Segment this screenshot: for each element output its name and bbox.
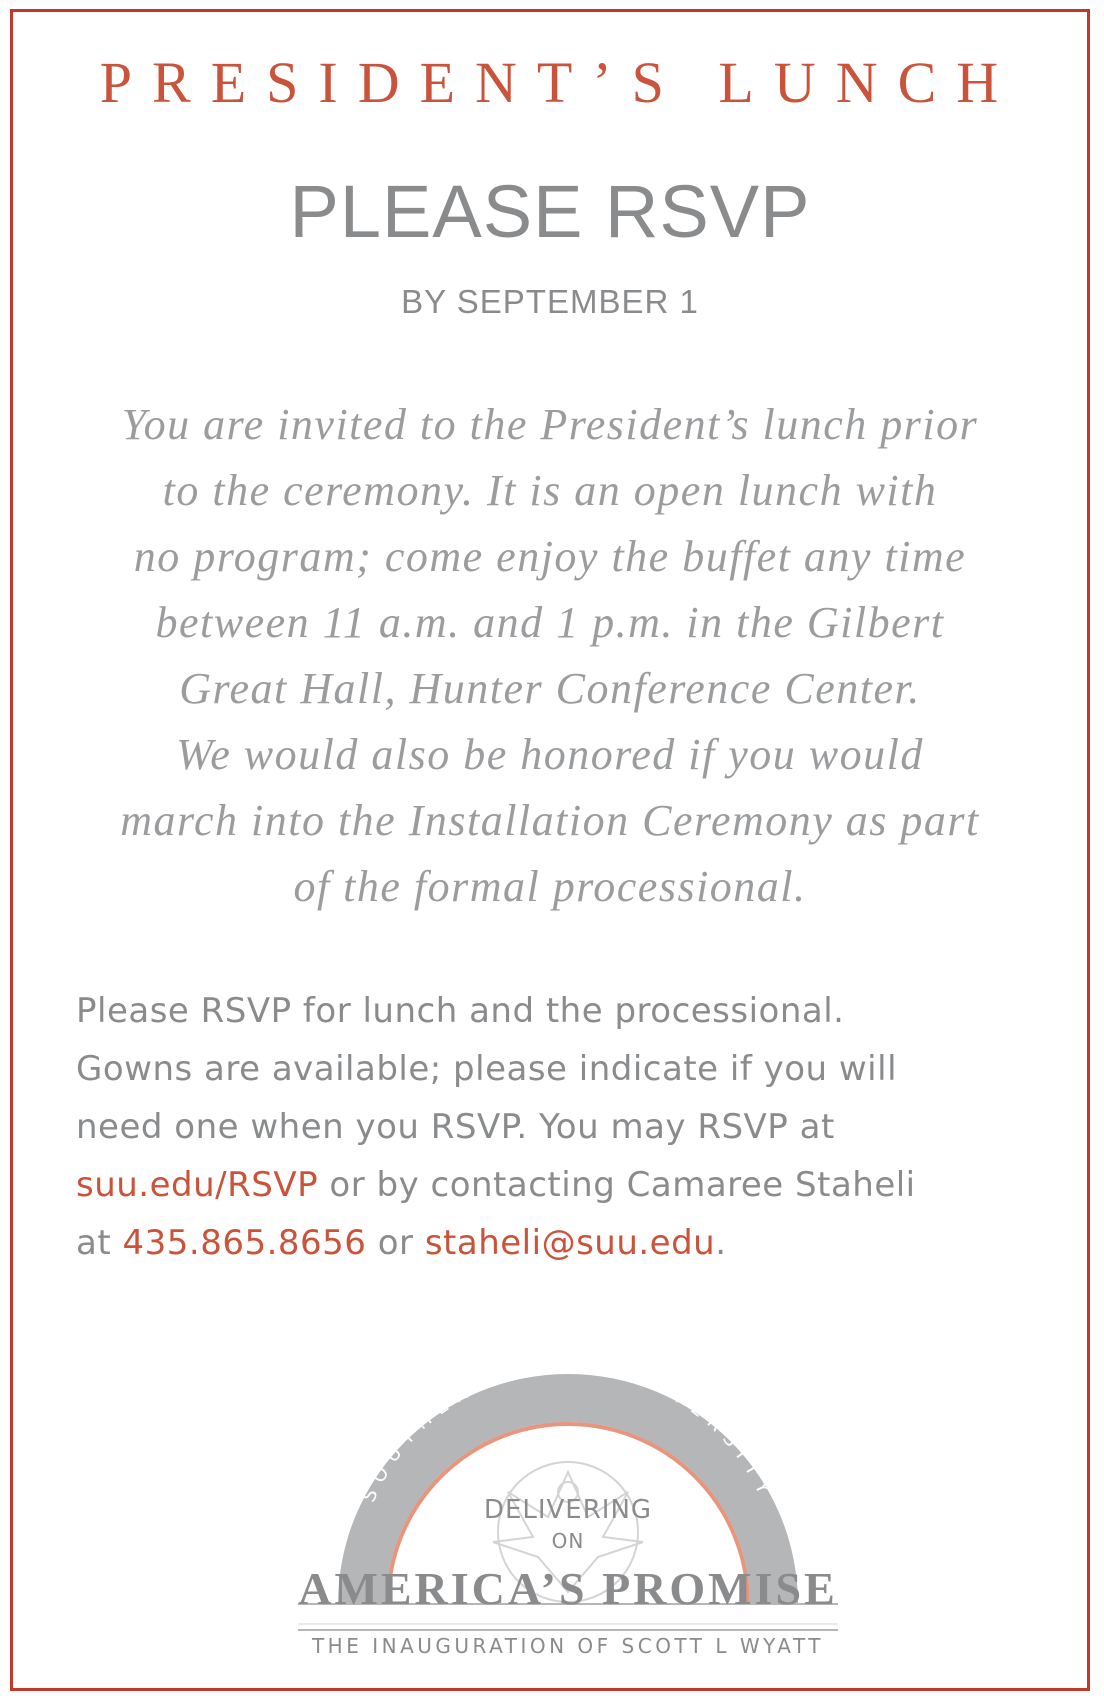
logo-inauguration: THE INAUGURATION OF SCOTT L WYATT: [311, 1634, 825, 1658]
details-line: [76, 1156, 1047, 1214]
invitation-card: [10, 9, 1090, 1691]
details-line: Please RSVP for lunch and the processional.: [76, 991, 845, 1031]
invitation-line: march into the Installation Ceremony as part: [120, 796, 980, 845]
invitation-line: of the formal processional.: [293, 862, 807, 911]
invitation-line: no program; come enjoy the buffet any time: [133, 532, 967, 581]
details-line: need one when you RSVP. You may RSVP at: [76, 1107, 835, 1147]
invitation-line: You are invited to the President’s lunch prior: [121, 400, 979, 449]
details-text: or: [366, 1223, 425, 1263]
logo-delivering: DELIVERING: [483, 1495, 653, 1525]
rsvp-details: [76, 982, 1047, 1272]
details-text: at: [76, 1223, 123, 1263]
details-line: [76, 1214, 1047, 1272]
logo-arc-text: SOUTHERN UTAH UNIVERSITY: [357, 1354, 779, 1506]
rsvp-link[interactable]: suu.edu/RSVP: [76, 1165, 319, 1205]
details-text: or by contacting Camaree Staheli: [318, 1165, 916, 1205]
rsvp-deadline: BY SEPTEMBER 1: [401, 283, 699, 320]
invitation-line: between 11 a.m. and 1 p.m. in the Gilbert: [155, 598, 945, 647]
invitation-line: Great Hall, Hunter Conference Center.: [179, 664, 921, 713]
rsvp-heading: PLEASE RSVP: [289, 170, 811, 253]
invitation-line: We would also be honored if you would: [176, 730, 924, 779]
page-title: PRESIDENT’S LUNCH: [99, 50, 1019, 115]
email-link[interactable]: staheli@suu.edu: [424, 1223, 716, 1263]
logo-promise: AMERICA’S PROMISE: [298, 1563, 838, 1614]
invitation-line: to the ceremony. It is an open lunch with: [162, 466, 938, 515]
details-line: Gowns are available; please indicate if you will: [76, 1049, 898, 1089]
phone-link[interactable]: 435.865.8656: [122, 1223, 367, 1263]
inauguration-logo: [278, 1342, 858, 1672]
invitation-text: [53, 392, 1047, 920]
details-text: .: [715, 1223, 727, 1263]
logo-on: ON: [551, 1529, 585, 1553]
